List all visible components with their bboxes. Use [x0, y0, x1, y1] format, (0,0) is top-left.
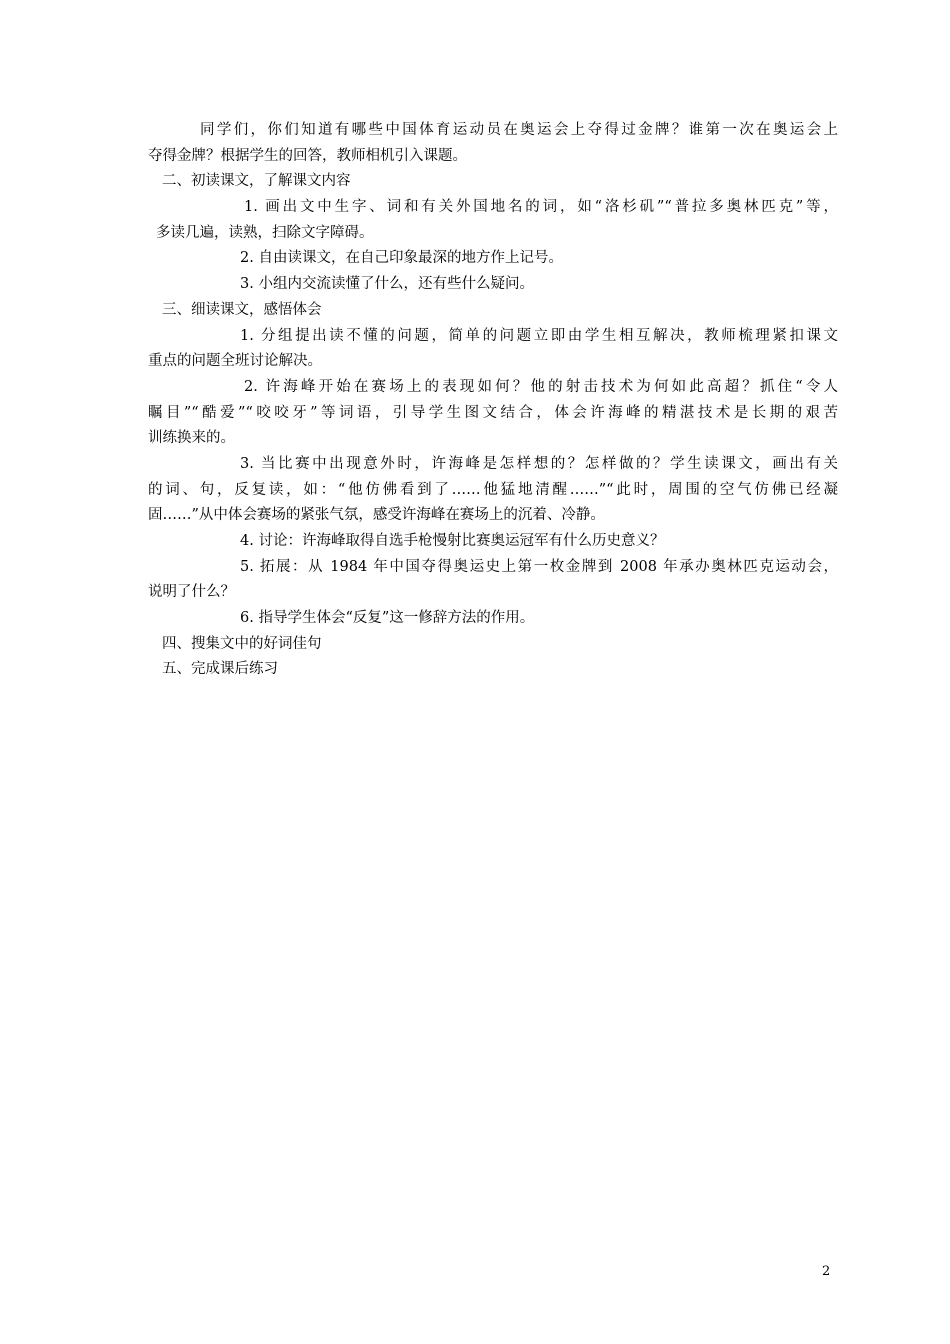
- text-line: 多读几遍，读熟，扫除文字障碍。: [156, 224, 374, 241]
- section-heading: 四、搜集文中的好词佳句: [162, 635, 322, 652]
- document-body: [148, 118, 838, 683]
- section-heading: 三、细读课文，感悟体会: [162, 301, 322, 318]
- text-line: 1. 分组提出读不懂的问题，简单的问题立即由学生相互解决，教师梳理紧扣课文: [240, 327, 838, 344]
- text-line: 2. 许海峰开始在赛场上的表现如何？他的射击技术为何如此高超？抓住“令人: [244, 378, 838, 395]
- page-number: 2: [822, 1264, 831, 1279]
- list-item: [148, 452, 838, 529]
- text-line: 3. 当比赛中出现意外时，许海峰是怎样想的？怎样做的？学生读课文，画出有关: [240, 455, 838, 472]
- text-line: 夺得金牌？根据学生的回答，教师相机引入课题。: [148, 147, 467, 164]
- text-line: 瞩目”“酷爱”“咬咬牙”等词语，引导学生图文结合，体会许海峰的精湛技术是长期的艰苦: [148, 404, 838, 421]
- section-heading: 二、初读课文，了解课文内容: [162, 173, 351, 190]
- text-line: 训练换来的。: [148, 430, 235, 447]
- text-line: 同学们，你们知道有哪些中国体育运动员在奥运会上夺得过金牌？谁第一次在奥运会上: [200, 122, 838, 138]
- text-line: 的词、句，反复读，如：“他仿佛看到了……他猛地清醒……”“此时，周围的空气仿佛已经凝: [148, 481, 838, 498]
- list-item: 4. 讨论：许海峰取得自选手枪慢射比赛奥运冠军有什么历史意义？: [240, 533, 665, 549]
- text-line: 1. 画出文中生字、词和有关外国地名的词，如“洛杉矶”“普拉多奥林匹克”等，: [244, 199, 838, 216]
- list-item: 2. 自由读课文，在自己印象最深的地方作上记号。: [240, 250, 563, 267]
- section-heading: 五、完成课后练习: [162, 661, 278, 678]
- list-item: [148, 375, 838, 452]
- list-item: [148, 195, 838, 246]
- list-item: [148, 555, 838, 606]
- text-line: 说明了什么？: [148, 584, 235, 601]
- list-item: [148, 324, 838, 375]
- list-item: 6. 指导学生体会“反复”这一修辞方法的作用。: [240, 610, 535, 627]
- intro-paragraph: [148, 118, 838, 169]
- text-line: 重点的问题全班讨论解决。: [148, 353, 322, 370]
- text-line: 固……”从中体会赛场的紧张气氛，感受许海峰在赛场上的沉着、冷静。: [148, 507, 605, 524]
- list-item: 3. 小组内交流读懂了什么，还有些什么疑问。: [240, 276, 534, 293]
- text-line: 5. 拓展：从 1984 年中国夺得奥运史上第一枚金牌到 2008 年承办奥林匹克运动会，: [240, 558, 838, 575]
